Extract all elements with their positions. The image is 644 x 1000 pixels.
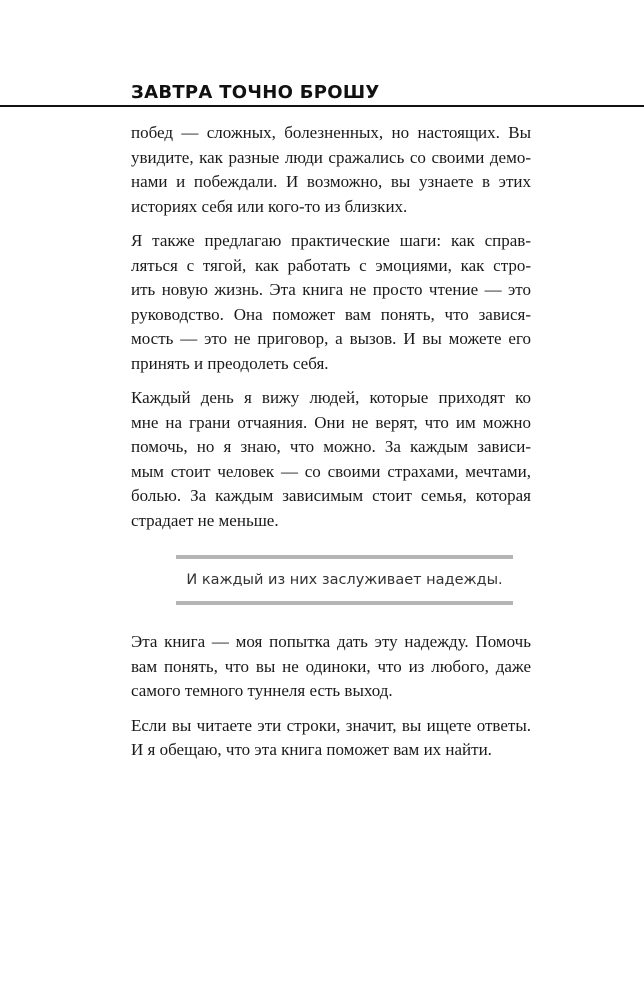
pull-quote-text: И каждый из них заслуживает надежды. (186, 572, 503, 588)
paragraph (131, 630, 531, 704)
text-line: Если вы читаете эти строки, значит, вы ищете ответы. (131, 715, 531, 735)
text-line: И я обещаю, что эта книга поможет вам их найти. (131, 740, 492, 759)
header-rule (0, 105, 644, 107)
text-line: самого темного туннеля есть выход. (131, 681, 393, 700)
paragraph (131, 229, 531, 376)
paragraph (131, 121, 531, 219)
paragraph (131, 386, 531, 533)
text-line: мым стоит человек — со своими страхами, мечтами, (131, 461, 531, 481)
body-text-after (131, 630, 531, 773)
text-line: мость — это не приговор, а вызов. И вы можете его (131, 329, 531, 348)
paragraph (131, 714, 531, 763)
text-line: увидите, как разные люди сражались со своими демо- (131, 147, 531, 167)
text-line: ить новую жизнь. Эта книга не просто чтение — это (131, 280, 531, 299)
text-line: Я также предлагаю практические шаги: как справ- (131, 231, 531, 250)
text-line: помочь, но я знаю, что можно. За каждым зависи- (131, 437, 531, 456)
text-line: историях себя или кого-то из близких. (131, 196, 408, 216)
text-line: Эта книга — моя попытка дать эту надежду. Помочь (131, 632, 531, 651)
text-line: ляться с тягой, как работать с эмоциями, как стро- (131, 255, 531, 275)
text-line: нами и побеждали. И возможно, вы узнаете в этих (131, 172, 531, 191)
running-header-title: ЗАВТРА ТОЧНО БРОШУ (131, 82, 380, 103)
text-line: болью. За каждым зависимым стоит семья, которая (131, 486, 531, 505)
body-text-before (131, 121, 531, 543)
text-line: побед — сложных, болезненных, но настоящих. Вы (131, 123, 531, 142)
text-line: Каждый день я вижу людей, которые приходят ко (131, 388, 531, 407)
text-line: страдает не меньше. (131, 510, 279, 530)
text-line: принять и преодолеть себя. (131, 353, 329, 373)
text-line: руководство. Она поможет вам понять, что завися- (131, 304, 531, 324)
pull-quote-bottom-rule (176, 601, 513, 605)
text-line: вам понять, что вы не одиноки, что из любого, даже (131, 656, 531, 676)
pull-quote (176, 555, 513, 605)
text-line: мне на грани отчаяния. Они не верят, что им можно (131, 412, 531, 432)
